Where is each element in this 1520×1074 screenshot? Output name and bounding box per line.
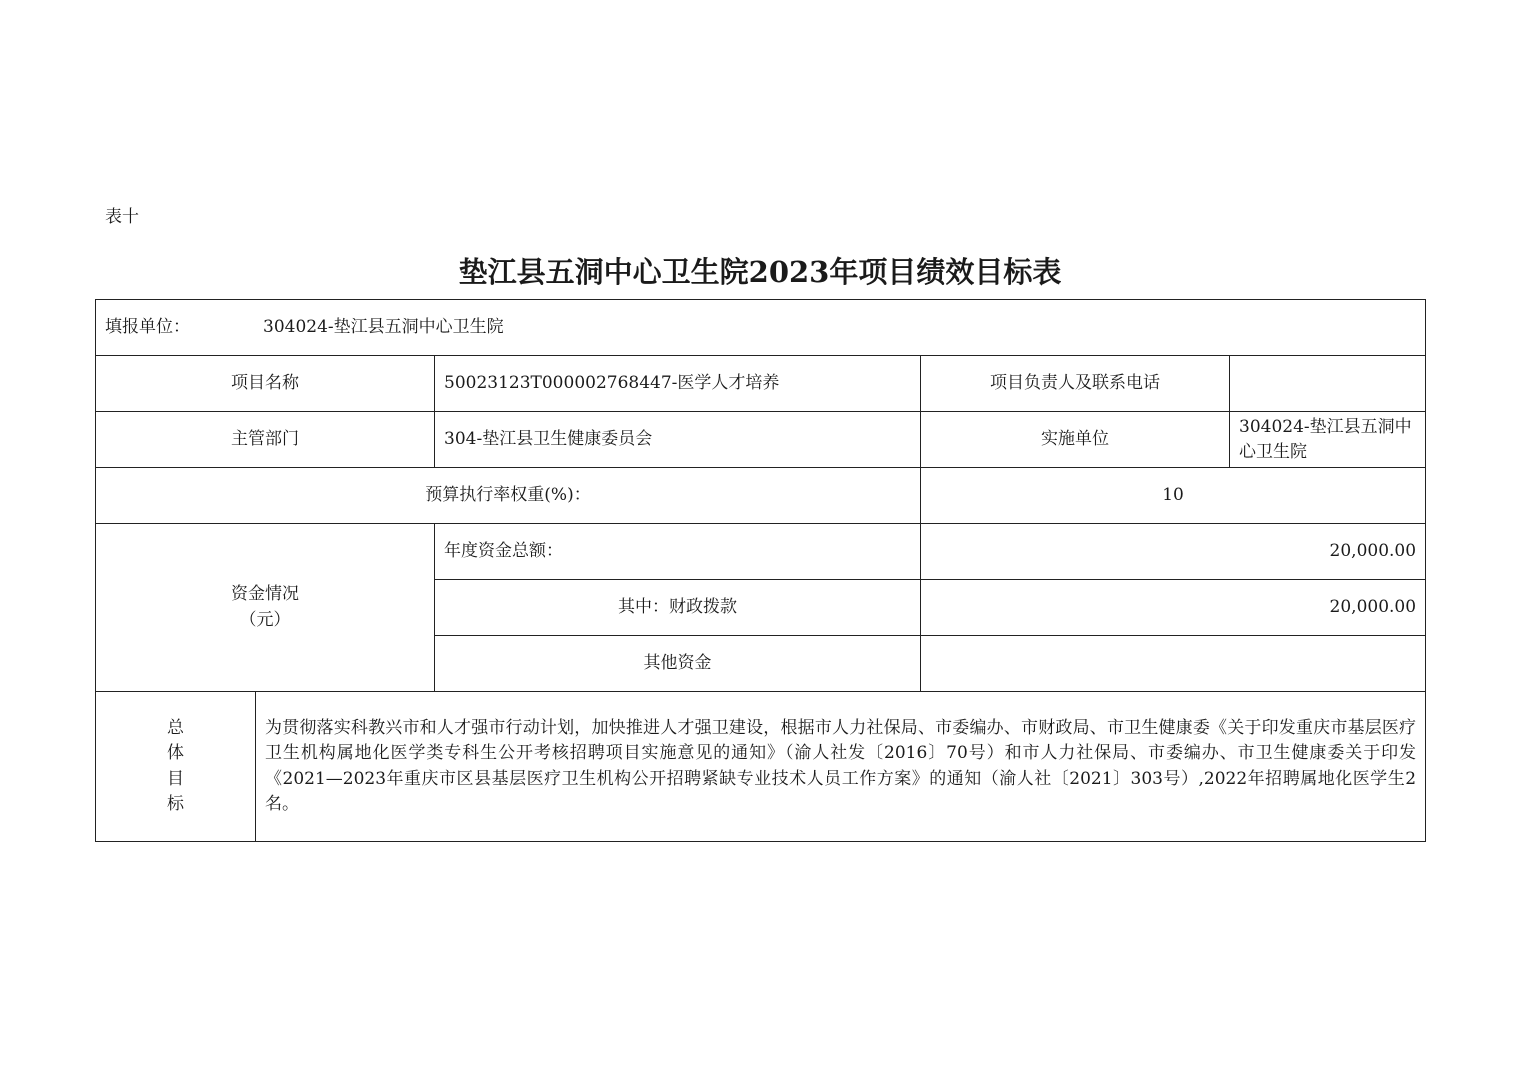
funds-label bbox=[96, 524, 435, 692]
dept-value: 304-垫江县卫生健康委员会 bbox=[435, 412, 921, 468]
table-number: 表十 bbox=[105, 207, 139, 227]
overall-goal-text: 为贯彻落实科教兴市和人才强市行动计划，加快推进人才强卫建设，根据市人力社保局、市委编办、市财政局、市卫生健康委《关于印发重庆市基层医疗卫生机构属地化医学类专科生公开考核招聘项目实施意见的通知》（渝人社发〔2016〕70号）和市人力社保局、市委编办、市卫生健康委关于印发《2021—2023年重庆市区县基层医疗卫生机构公开招聘紧缺专业技术人员工作方案》的通知（渝人社〔2021〕303号）,2022年招聘属地化医学生2名。 bbox=[256, 692, 1426, 842]
budget-rate-label: 预算执行率权重(%)： bbox=[96, 468, 921, 524]
contact-label: 项目负责人及联系电话 bbox=[921, 356, 1230, 412]
dept-label: 主管部门 bbox=[96, 412, 435, 468]
project-name-value: 50023123T000002768447-医学人才培养 bbox=[435, 356, 921, 412]
overall-goal-row bbox=[96, 692, 1426, 842]
other-funds-label: 其他资金 bbox=[435, 636, 921, 692]
goal-label-char: 目 bbox=[167, 768, 184, 789]
other-funds-value bbox=[921, 636, 1426, 692]
fill-unit-row bbox=[96, 300, 1426, 356]
contact-value bbox=[1230, 356, 1426, 412]
impl-label: 实施单位 bbox=[921, 412, 1230, 468]
impl-value: 304024-垫江县五洞中心卫生院 bbox=[1230, 412, 1426, 468]
budget-rate-row bbox=[96, 468, 1426, 524]
annual-total-value: 20,000.00 bbox=[921, 524, 1426, 580]
overall-goal-label bbox=[96, 692, 256, 842]
goal-label-char: 体 bbox=[167, 743, 184, 763]
fiscal-label: 其中：财政拨款 bbox=[435, 580, 921, 636]
performance-target-table bbox=[95, 299, 1426, 842]
fill-unit-label: 填报单位： bbox=[105, 316, 190, 337]
annual-total-row bbox=[96, 524, 1426, 580]
fill-unit-cell bbox=[96, 300, 1426, 356]
goal-label-char: 标 bbox=[167, 794, 184, 814]
budget-rate-value: 10 bbox=[921, 468, 1426, 524]
goal-label-char: 总 bbox=[167, 717, 184, 738]
department-row bbox=[96, 412, 1426, 468]
project-name-row bbox=[96, 356, 1426, 412]
fill-unit-value: 304024-垫江县五洞中心卫生院 bbox=[263, 316, 504, 337]
document-title: 垫江县五洞中心卫生院2023年项目绩效目标表 bbox=[458, 255, 1062, 289]
funds-label-unit: （元） bbox=[239, 609, 291, 630]
project-name-label: 项目名称 bbox=[96, 356, 435, 412]
fiscal-value: 20,000.00 bbox=[921, 580, 1426, 636]
funds-label-main: 资金情况 bbox=[231, 584, 299, 604]
annual-total-label: 年度资金总额： bbox=[435, 524, 921, 580]
